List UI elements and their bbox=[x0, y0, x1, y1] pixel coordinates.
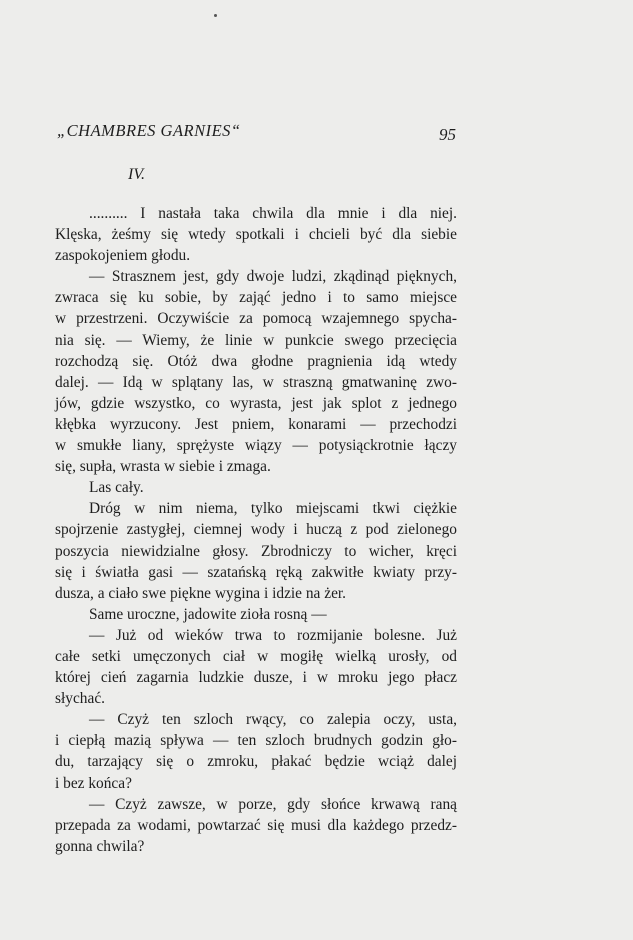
text-line: dalej. — Idą w splątany las, w straszną gmatwaninę zwo- bbox=[55, 373, 457, 391]
text-line: się i światła gasi — szatańską ręką zakwitłe kwiaty przy- bbox=[55, 563, 457, 581]
text-line: zwraca się ku sobie, by zająć jedno i to samo miejsce bbox=[55, 289, 457, 307]
running-head: „CHAMBRES GARNIES“ bbox=[57, 121, 241, 140]
text-line: du, tarzający się o zmroku, płakać będzie wciąż dalej bbox=[55, 753, 457, 771]
text-line: Dróg w nim niema, tylko miejscami tkwi ciężkie bbox=[89, 500, 457, 518]
page-number: 95 bbox=[439, 125, 456, 144]
text-line: gonna chwila? bbox=[55, 837, 145, 855]
text-line: poszycia niewidzialne głosy. Zbrodniczy to wicher, kręci bbox=[55, 542, 457, 560]
text-line: zaspokojeniem głodu. bbox=[55, 247, 191, 265]
text-line: i ciepłą mazią spływa — ten szloch brudnych godzin gło- bbox=[55, 732, 457, 750]
text-line: nia się. — Wiemy, że linie w punkcie swego przecięcia bbox=[55, 331, 457, 349]
chapter-heading: IV. bbox=[128, 166, 146, 183]
text-line: w smukłe liany, sprężyste wiązy — potysiąckrotnie łączy bbox=[55, 437, 457, 455]
text-line: przepada za wodami, powtarzać się musi dla każdego przedz- bbox=[55, 816, 457, 834]
text-line: w przestrzeni. Oczywiście za pomocą wzajemnego spycha- bbox=[55, 310, 457, 328]
text-line: całe setki umęczonych ciał w mogiłę wielką urosły, od bbox=[55, 647, 457, 665]
text-line: Klęska, żeśmy się wtedy spotkali i chcieli być dla siebie bbox=[55, 226, 457, 244]
text-line: — Już od wieków trwa to rozmijanie bolesne. Już bbox=[89, 626, 457, 644]
text-line: — Czyż zawsze, w porze, gdy słońce krwawą raną bbox=[89, 795, 457, 813]
text-line: jów, gdzie wszystko, co wyrasta, jest jak splot z jednego bbox=[55, 394, 457, 412]
body-text bbox=[55, 203, 457, 857]
text-line: Same uroczne, jadowite zioła rosną — bbox=[89, 605, 327, 623]
text-line: Las cały. bbox=[89, 479, 144, 497]
text-line: której cień zagarnia ludzkie dusze, i w mroku jego płacz bbox=[55, 669, 457, 687]
text-line: — Strasznem jest, gdy dwoje ludzi, zkądinąd pięknych, bbox=[89, 268, 457, 286]
text-line: słychać. bbox=[55, 690, 105, 708]
text-line: i bez końca? bbox=[55, 774, 132, 792]
text-line: się, supła, wrasta w siebie i zmaga. bbox=[55, 458, 271, 476]
text-line: rozchodzą się. Otóż dwa głodne pragnienia idą wtedy bbox=[55, 352, 457, 370]
text-line: — Czyż ten szloch rwący, co zalepia oczy, usta, bbox=[89, 711, 457, 729]
text-line: .......... I nastała taka chwila dla mnie i dla niej. bbox=[89, 205, 457, 222]
text-line: kłębka wyrzucony. Jest pniem, konarami — przechodzi bbox=[55, 415, 457, 433]
text-line: dusza, a ciało swe piękne wygina i idzie na żer. bbox=[55, 584, 347, 602]
text-line: spojrzenie zastygłej, ciemnej wody i huczą z pod zielonego bbox=[55, 521, 457, 539]
printer-dot bbox=[214, 14, 217, 17]
